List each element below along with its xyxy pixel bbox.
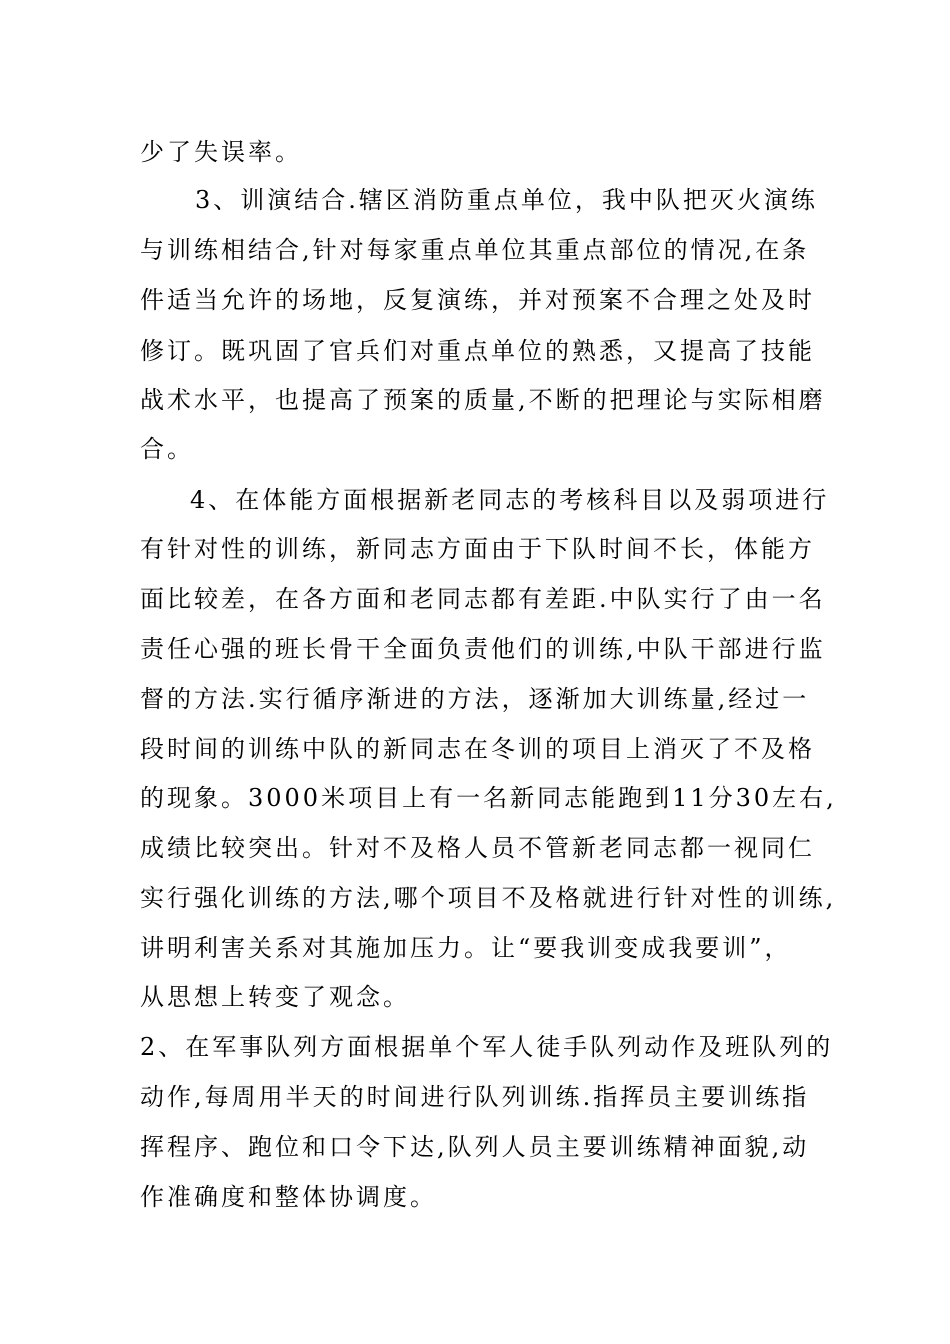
text-line: 讲明利害关系对其施加压力。让“要我训变成我要训”， xyxy=(140,934,792,962)
text-line: 督的方法.实行循序渐进的方法，逐渐加大训练量,经过一 xyxy=(140,685,810,713)
text-line: 责任心强的班长骨干全面负责他们的训练,中队干部进行监 xyxy=(140,635,826,663)
text-line: 成绩比较突出。针对不及格人员不管新老同志都一视同仁 xyxy=(140,834,815,862)
text-line: 动作,每周用半天的时间进行队列训练.指挥员主要训练指 xyxy=(140,1083,810,1111)
text-line: 从思想上转变了观念。 xyxy=(140,983,410,1011)
text-line: 2、在军事队列方面根据单个军人徒手队列动作及班队列的 xyxy=(140,1033,834,1061)
text-line: 与训练相结合,针对每家重点单位其重点部位的情况,在条 xyxy=(140,236,810,264)
text-line: 挥程序、跑位和口令下达,队列人员主要训练精神面貌,动 xyxy=(140,1133,810,1161)
text-line: 实行强化训练的方法,哪个项目不及格就进行针对性的训练, xyxy=(140,884,837,912)
text-line: 战术水平，也提高了预案的质量,不断的把理论与实际相磨 xyxy=(140,386,826,414)
text-line: 的现象。3000米项目上有一名新同志能跑到11分30左右, xyxy=(140,784,837,812)
text-line: 修订。既巩固了官兵们对重点单位的熟悉，又提高了技能 xyxy=(140,337,815,365)
text-line: 少了失误率。 xyxy=(140,138,302,166)
text-line: 作准确度和整体协调度。 xyxy=(140,1183,437,1211)
text-line: 段时间的训练中队的新同志在冬训的项目上消灭了不及格 xyxy=(140,735,815,763)
text-line: 件适当允许的场地，反复演练，并对预案不合理之处及时 xyxy=(140,286,815,314)
text-line: 有针对性的训练，新同志方面由于下队时间不长，体能方 xyxy=(140,535,815,563)
text-line: 合。 xyxy=(140,435,194,463)
text-line: 面比较差，在各方面和老同志都有差距.中队实行了由一名 xyxy=(140,585,826,613)
text-line: 4、在体能方面根据新老同志的考核科目以及弱项进行 xyxy=(190,486,830,514)
text-line: 3、训演结合.辖区消防重点单位，我中队把灭火演练 xyxy=(195,186,818,214)
